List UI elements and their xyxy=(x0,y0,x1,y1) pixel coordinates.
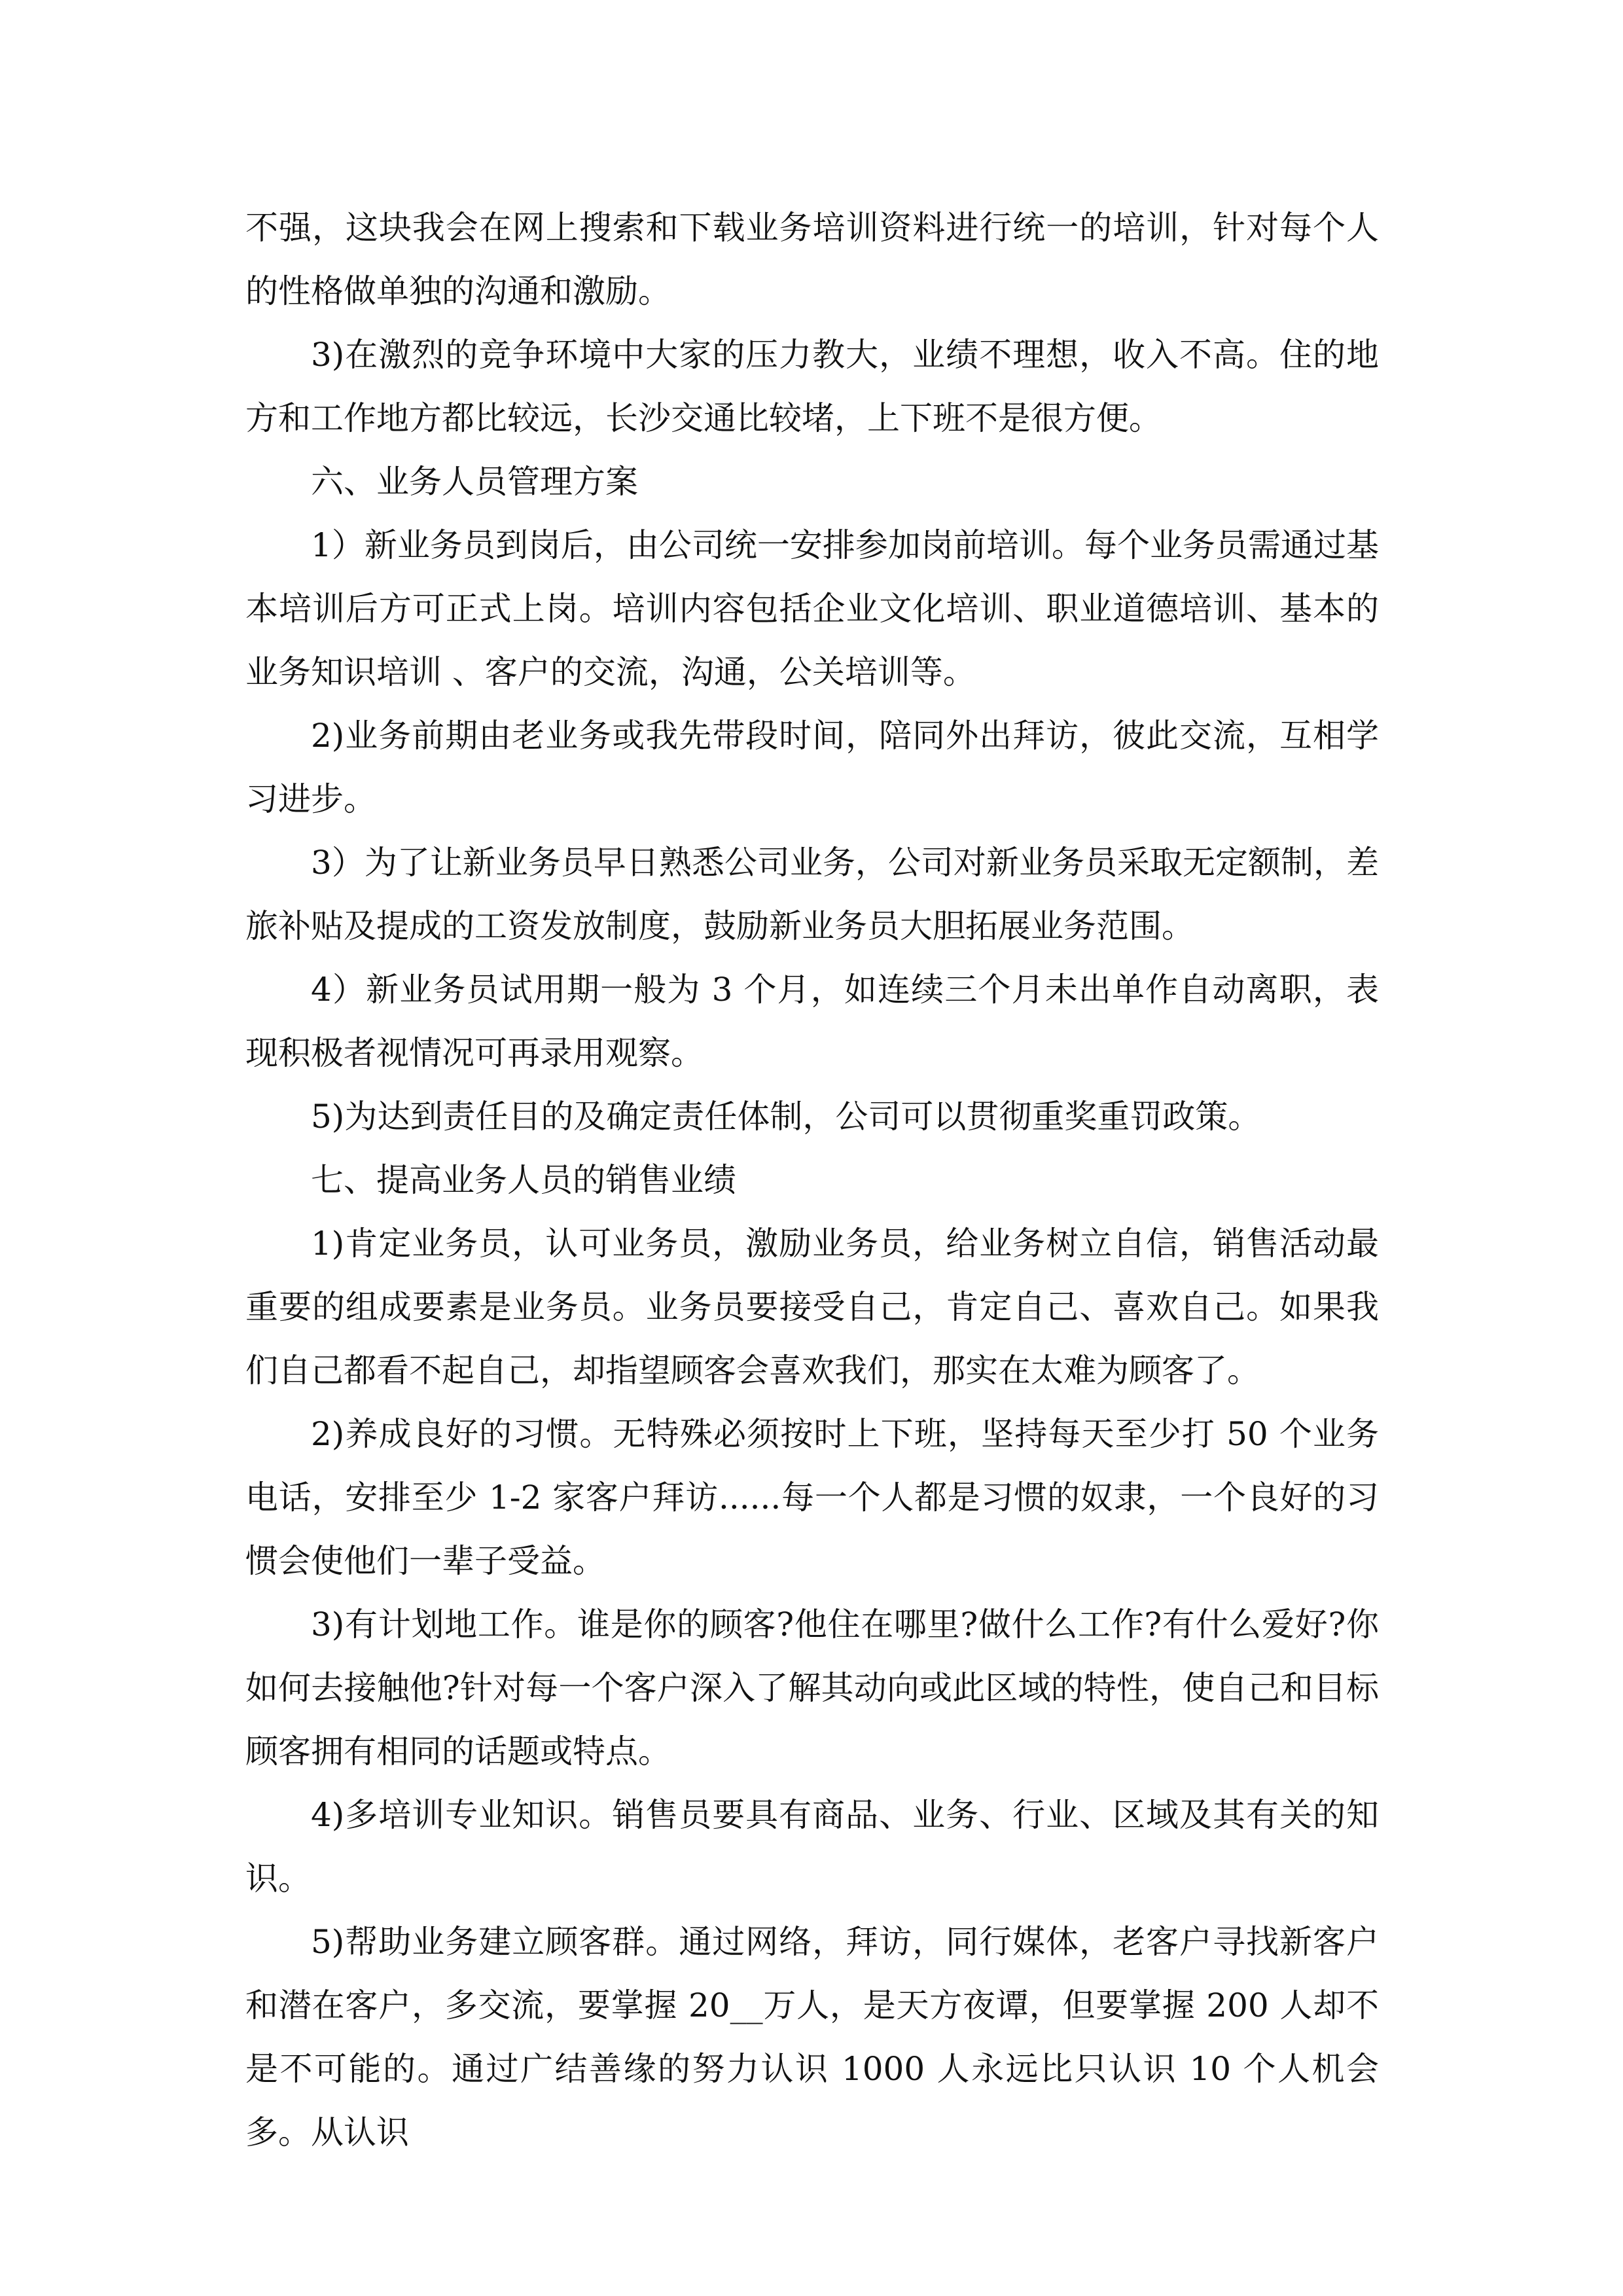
paragraph: 2)业务前期由老业务或我先带段时间，陪同外出拜访，彼此交流，互相学习进步。 xyxy=(245,717,1379,818)
paragraph: 4)多培训专业知识。销售员要具有商品、业务、行业、区域及其有关的知识。 xyxy=(245,1796,1379,1897)
paragraph: 4）新业务员试用期一般为 3 个月，如连续三个月未出单作自动离职，表现积极者视情况可再录用观察。 xyxy=(245,971,1379,1072)
paragraph: 5)帮助业务建立顾客群。通过网络，拜访，同行媒体，老客户寻找新客户和潜在客户，多交流，要掌握 20__万人，是天方夜谭，但要掌握 200 人却不是不可能的。通过广结善缘的努力认识 1000 人永远比只认识 10 个人机会多。从认识 xyxy=(245,1923,1379,2151)
section-heading: 六、业务人员管理方案 xyxy=(311,463,638,501)
paragraph: 3)有计划地工作。谁是你的顾客?他住在哪里?做什么工作?有什么爱好?你如何去接触他?针对每一个客户深入了解其动向或此区域的特性，使自己和目标顾客拥有相同的话题或特点。 xyxy=(245,1605,1379,1770)
paragraph: 3)在激烈的竞争环境中大家的压力教大，业绩不理想，收入不高。住的地方和工作地方都比较远，长沙交通比较堵，上下班不是很方便。 xyxy=(245,336,1379,437)
section-heading: 七、提高业务人员的销售业绩 xyxy=(311,1161,736,1199)
paragraph: 2)养成良好的习惯。无特殊必须按时上下班，坚持每天至少打 50 个业务电话，安排至少 1-2 家客户拜访......每一个人都是习惯的奴隶，一个良好的习惯会使他们一辈子受益。 xyxy=(245,1415,1379,1580)
paragraph: 不强，这块我会在网上搜索和下载业务培训资料进行统一的培训，针对每个人的性格做单独的沟通和激励。 xyxy=(245,209,1379,310)
document-page xyxy=(245,196,1379,2164)
paragraph: 5)为达到责任目的及确定责任体制，公司可以贯彻重奖重罚政策。 xyxy=(311,1098,1261,1136)
paragraph: 3）为了让新业务员早日熟悉公司业务，公司对新业务员采取无定额制，差旅补贴及提成的工资发放制度，鼓励新业务员大胆拓展业务范围。 xyxy=(245,844,1379,945)
paragraph: 1）新业务员到岗后，由公司统一安排参加岗前培训。每个业务员需通过基本培训后方可正式上岗。培训内容包括企业文化培训、职业道德培训、基本的业务知识培训 、客户的交流，沟通，公关培训等。 xyxy=(245,526,1379,691)
paragraph: 1)肯定业务员，认可业务员，激励业务员，给业务树立自信，销售活动最重要的组成要素是业务员。业务员要接受自己，肯定自己、喜欢自己。如果我们自己都看不起自己，却指望顾客会喜欢我们，那实在太难为顾客了。 xyxy=(245,1225,1379,1390)
